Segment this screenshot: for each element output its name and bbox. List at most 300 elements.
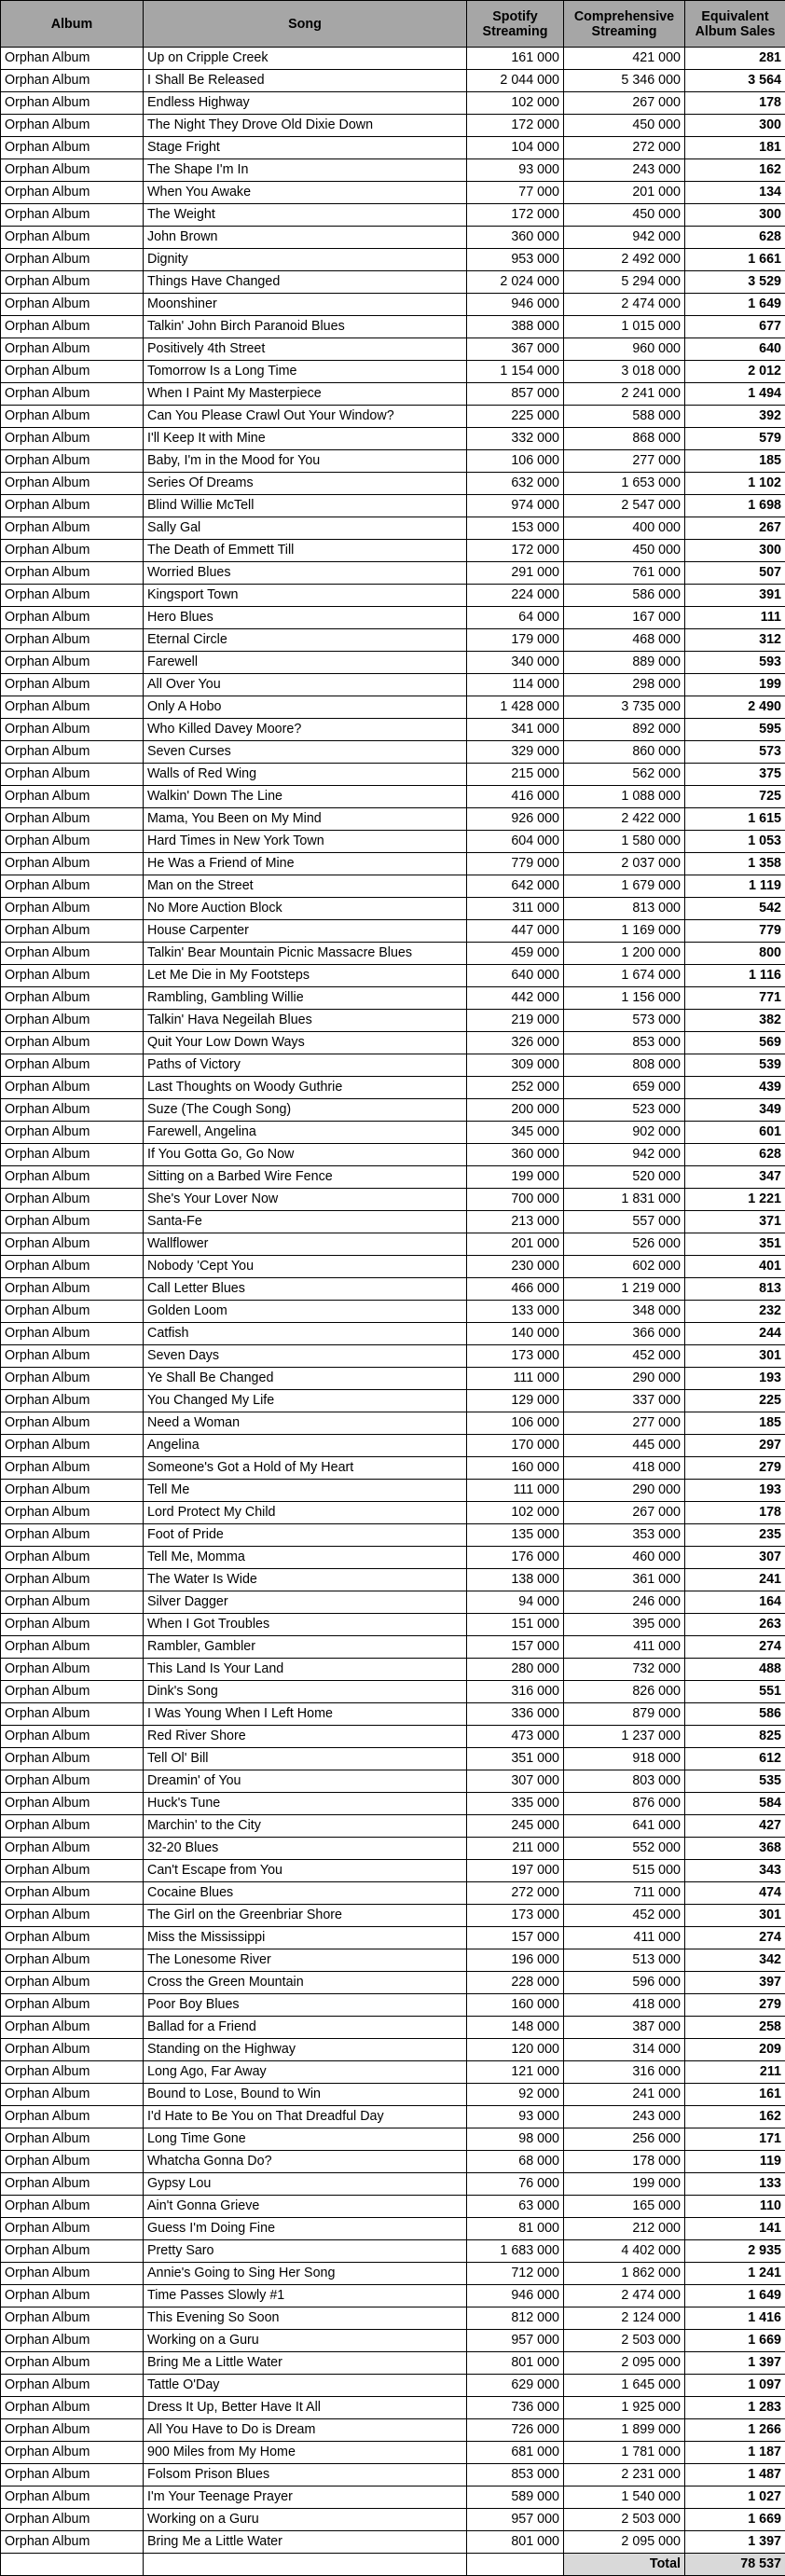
album-cell: Orphan Album [1, 1390, 144, 1412]
comprehensive-streaming-cell: 272 000 [564, 137, 685, 159]
song-cell: Up on Cripple Creek [144, 48, 467, 70]
equivalent-album-sales-cell: 312 [685, 629, 785, 652]
album-cell: Orphan Album [1, 1412, 144, 1435]
song-cell: All Over You [144, 674, 467, 696]
equivalent-album-sales-cell: 1 669 [685, 2509, 785, 2531]
spotify-streaming-cell: 76 000 [467, 2173, 564, 2196]
song-cell: Long Time Gone [144, 2128, 467, 2151]
table-row [1, 2397, 785, 2419]
song-cell: Need a Woman [144, 1412, 467, 1435]
table-row [1, 271, 785, 294]
table-row [1, 2307, 785, 2330]
spotify-streaming-cell: 160 000 [467, 1994, 564, 2017]
equivalent-album-sales-cell: 193 [685, 1368, 785, 1390]
album-cell: Orphan Album [1, 2263, 144, 2285]
spotify-streaming-cell: 416 000 [467, 786, 564, 808]
song-cell: You Changed My Life [144, 1390, 467, 1412]
equivalent-album-sales-cell: 1 649 [685, 294, 785, 316]
song-cell: Bring Me a Little Water [144, 2531, 467, 2554]
album-cell: Orphan Album [1, 943, 144, 965]
comprehensive-streaming-cell: 902 000 [564, 1122, 685, 1144]
table-row [1, 361, 785, 383]
equivalent-album-sales-cell: 349 [685, 1099, 785, 1122]
album-cell: Orphan Album [1, 1278, 144, 1301]
album-cell: Orphan Album [1, 383, 144, 406]
table-row [1, 2486, 785, 2509]
equivalent-album-sales-cell: 300 [685, 115, 785, 137]
song-cell: Can You Please Crawl Out Your Window? [144, 406, 467, 428]
album-cell: Orphan Album [1, 1032, 144, 1054]
song-cell: Tell Ol' Bill [144, 1748, 467, 1770]
song-cell: Series Of Dreams [144, 473, 467, 495]
spotify-streaming-cell: 199 000 [467, 1166, 564, 1189]
album-cell: Orphan Album [1, 1099, 144, 1122]
spotify-streaming-cell: 604 000 [467, 831, 564, 853]
song-cell: House Carpenter [144, 920, 467, 943]
spotify-streaming-cell: 336 000 [467, 1703, 564, 1726]
spotify-streaming-cell: 801 000 [467, 2352, 564, 2375]
song-cell: Santa-Fe [144, 1211, 467, 1233]
spotify-streaming-cell: 111 000 [467, 1480, 564, 1502]
song-cell: Suze (The Cough Song) [144, 1099, 467, 1122]
table-row [1, 1793, 785, 1815]
song-cell: Last Thoughts on Woody Guthrie [144, 1077, 467, 1099]
equivalent-album-sales-cell: 161 [685, 2084, 785, 2106]
equivalent-album-sales-cell: 199 [685, 674, 785, 696]
comprehensive-streaming-cell: 5 346 000 [564, 70, 685, 92]
spotify-streaming-cell: 157 000 [467, 1927, 564, 1949]
comprehensive-streaming-cell: 353 000 [564, 1524, 685, 1547]
song-cell: Dink's Song [144, 1681, 467, 1703]
spotify-streaming-cell: 63 000 [467, 2196, 564, 2218]
table-row [1, 562, 785, 585]
spotify-streaming-cell: 326 000 [467, 1032, 564, 1054]
table-row [1, 1099, 785, 1122]
song-cell: Tell Me, Momma [144, 1547, 467, 1569]
table-row [1, 1457, 785, 1480]
comprehensive-streaming-cell: 918 000 [564, 1748, 685, 1770]
song-cell: Bound to Lose, Bound to Win [144, 2084, 467, 2106]
album-cell: Orphan Album [1, 1949, 144, 1972]
album-cell: Orphan Album [1, 1301, 144, 1323]
spotify-streaming-cell: 94 000 [467, 1591, 564, 1614]
table-row [1, 1882, 785, 1905]
comprehensive-streaming-cell: 1 925 000 [564, 2397, 685, 2419]
equivalent-album-sales-cell: 274 [685, 1636, 785, 1659]
total-blank-album [1, 2554, 144, 2576]
song-cell: Kingsport Town [144, 585, 467, 607]
comprehensive-streaming-cell: 201 000 [564, 182, 685, 204]
table-row [1, 159, 785, 182]
comprehensive-streaming-cell: 523 000 [564, 1099, 685, 1122]
table-row [1, 2039, 785, 2061]
album-cell: Orphan Album [1, 2106, 144, 2128]
comprehensive-streaming-cell: 889 000 [564, 652, 685, 674]
song-cell: The Weight [144, 204, 467, 227]
comprehensive-streaming-cell: 1 200 000 [564, 943, 685, 965]
spotify-streaming-cell: 700 000 [467, 1189, 564, 1211]
comprehensive-streaming-cell: 942 000 [564, 1144, 685, 1166]
comprehensive-streaming-cell: 868 000 [564, 428, 685, 450]
table-row [1, 943, 785, 965]
table-row [1, 2464, 785, 2486]
table-row [1, 1681, 785, 1703]
table-row [1, 1972, 785, 1994]
song-cell: The Lonesome River [144, 1949, 467, 1972]
total-value: 78 537 [685, 2554, 785, 2576]
equivalent-album-sales-cell: 1 283 [685, 2397, 785, 2419]
song-cell: I Shall Be Released [144, 70, 467, 92]
equivalent-album-sales-cell: 813 [685, 1278, 785, 1301]
album-cell: Orphan Album [1, 2285, 144, 2307]
table-row [1, 1614, 785, 1636]
table-row [1, 1547, 785, 1569]
table-row [1, 338, 785, 361]
song-cell: Farewell [144, 652, 467, 674]
song-cell: The Water Is Wide [144, 1569, 467, 1591]
equivalent-album-sales-cell: 225 [685, 1390, 785, 1412]
table-row [1, 719, 785, 741]
album-cell: Orphan Album [1, 1457, 144, 1480]
spotify-streaming-cell: 161 000 [467, 48, 564, 70]
spotify-streaming-cell: 1 428 000 [467, 696, 564, 719]
album-cell: Orphan Album [1, 294, 144, 316]
album-cell: Orphan Album [1, 182, 144, 204]
spotify-streaming-cell: 801 000 [467, 2531, 564, 2554]
table-row [1, 2151, 785, 2173]
equivalent-album-sales-cell: 628 [685, 1144, 785, 1166]
equivalent-album-sales-cell: 185 [685, 1412, 785, 1435]
comprehensive-streaming-cell: 366 000 [564, 1323, 685, 1345]
spotify-streaming-cell: 160 000 [467, 1457, 564, 1480]
song-cell: Quit Your Low Down Ways [144, 1032, 467, 1054]
spotify-streaming-cell: 946 000 [467, 294, 564, 316]
spotify-streaming-cell: 153 000 [467, 517, 564, 540]
spotify-streaming-cell: 360 000 [467, 1144, 564, 1166]
comprehensive-streaming-cell: 361 000 [564, 1569, 685, 1591]
equivalent-album-sales-cell: 235 [685, 1524, 785, 1547]
song-cell: Seven Curses [144, 741, 467, 764]
equivalent-album-sales-cell: 119 [685, 2151, 785, 2173]
comprehensive-streaming-cell: 813 000 [564, 898, 685, 920]
table-row [1, 473, 785, 495]
album-cell: Orphan Album [1, 2352, 144, 2375]
song-cell: Who Killed Davey Moore? [144, 719, 467, 741]
song-cell: Golden Loom [144, 1301, 467, 1323]
album-cell: Orphan Album [1, 920, 144, 943]
header-row [1, 1, 785, 48]
equivalent-album-sales-cell: 279 [685, 1457, 785, 1480]
table-row [1, 1636, 785, 1659]
album-cell: Orphan Album [1, 875, 144, 898]
song-cell: Call Letter Blues [144, 1278, 467, 1301]
table-row [1, 2330, 785, 2352]
total-blank-song [144, 2554, 467, 2576]
comprehensive-streaming-cell: 1 237 000 [564, 1726, 685, 1748]
spotify-streaming-cell: 219 000 [467, 1010, 564, 1032]
equivalent-album-sales-cell: 141 [685, 2218, 785, 2240]
song-cell: Farewell, Angelina [144, 1122, 467, 1144]
song-cell: She's Your Lover Now [144, 1189, 467, 1211]
album-cell: Orphan Album [1, 1480, 144, 1502]
table-row [1, 227, 785, 249]
album-cell: Orphan Album [1, 831, 144, 853]
spotify-streaming-cell: 779 000 [467, 853, 564, 875]
table-row [1, 517, 785, 540]
album-cell: Orphan Album [1, 70, 144, 92]
album-cell: Orphan Album [1, 92, 144, 115]
equivalent-album-sales-cell: 397 [685, 1972, 785, 1994]
equivalent-album-sales-cell: 551 [685, 1681, 785, 1703]
table-row [1, 1726, 785, 1748]
album-cell: Orphan Album [1, 674, 144, 696]
comprehensive-streaming-cell: 659 000 [564, 1077, 685, 1099]
spotify-streaming-cell: 230 000 [467, 1256, 564, 1278]
equivalent-album-sales-cell: 110 [685, 2196, 785, 2218]
spotify-streaming-cell: 104 000 [467, 137, 564, 159]
comprehensive-streaming-cell: 241 000 [564, 2084, 685, 2106]
spotify-streaming-cell: 307 000 [467, 1770, 564, 1793]
song-cell: Stage Fright [144, 137, 467, 159]
song-cell: Guess I'm Doing Fine [144, 2218, 467, 2240]
spotify-streaming-cell: 642 000 [467, 875, 564, 898]
table-row [1, 406, 785, 428]
spotify-streaming-cell: 114 000 [467, 674, 564, 696]
comprehensive-streaming-cell: 167 000 [564, 607, 685, 629]
song-cell: No More Auction Block [144, 898, 467, 920]
equivalent-album-sales-cell: 1 698 [685, 495, 785, 517]
table-row [1, 2196, 785, 2218]
comprehensive-streaming-cell: 450 000 [564, 540, 685, 562]
equivalent-album-sales-cell: 375 [685, 764, 785, 786]
album-cell: Orphan Album [1, 249, 144, 271]
album-cell: Orphan Album [1, 406, 144, 428]
song-cell: Cross the Green Mountain [144, 1972, 467, 1994]
spotify-streaming-cell: 291 000 [467, 562, 564, 585]
song-cell: Hero Blues [144, 607, 467, 629]
table-row [1, 786, 785, 808]
table-row [1, 875, 785, 898]
song-cell: Man on the Street [144, 875, 467, 898]
comprehensive-streaming-cell: 452 000 [564, 1905, 685, 1927]
song-cell: I'm Your Teenage Prayer [144, 2486, 467, 2509]
song-cell: Lord Protect My Child [144, 1502, 467, 1524]
equivalent-album-sales-cell: 300 [685, 540, 785, 562]
spotify-streaming-cell: 157 000 [467, 1636, 564, 1659]
song-cell: Ballad for a Friend [144, 2017, 467, 2039]
comprehensive-streaming-cell: 596 000 [564, 1972, 685, 1994]
spotify-streaming-cell: 857 000 [467, 383, 564, 406]
table-row [1, 1591, 785, 1614]
spotify-streaming-cell: 736 000 [467, 2397, 564, 2419]
spotify-streaming-cell: 926 000 [467, 808, 564, 831]
song-cell: Miss the Mississippi [144, 1927, 467, 1949]
table-row [1, 1211, 785, 1233]
spotify-streaming-cell: 93 000 [467, 159, 564, 182]
equivalent-album-sales-cell: 2 012 [685, 361, 785, 383]
song-cell: Catfish [144, 1323, 467, 1345]
song-cell: The Night They Drove Old Dixie Down [144, 115, 467, 137]
table-row [1, 2106, 785, 2128]
table-row [1, 898, 785, 920]
equivalent-album-sales-cell: 1 487 [685, 2464, 785, 2486]
spotify-streaming-cell: 1 154 000 [467, 361, 564, 383]
comprehensive-streaming-cell: 876 000 [564, 1793, 685, 1815]
album-cell: Orphan Album [1, 227, 144, 249]
song-cell: Rambler, Gambler [144, 1636, 467, 1659]
album-cell: Orphan Album [1, 517, 144, 540]
equivalent-album-sales-cell: 307 [685, 1547, 785, 1569]
spotify-streaming-cell: 473 000 [467, 1726, 564, 1748]
table-row [1, 428, 785, 450]
equivalent-album-sales-cell: 1 669 [685, 2330, 785, 2352]
table-row [1, 1860, 785, 1882]
comprehensive-streaming-cell: 277 000 [564, 450, 685, 473]
comprehensive-streaming-cell: 411 000 [564, 1636, 685, 1659]
song-cell: Ain't Gonna Grieve [144, 2196, 467, 2218]
comprehensive-streaming-cell: 732 000 [564, 1659, 685, 1681]
album-cell: Orphan Album [1, 271, 144, 294]
spotify-streaming-cell: 106 000 [467, 450, 564, 473]
table-row [1, 1838, 785, 1860]
song-cell: When I Paint My Masterpiece [144, 383, 467, 406]
table-row [1, 987, 785, 1010]
equivalent-album-sales-cell: 1 266 [685, 2419, 785, 2442]
spotify-streaming-cell: 102 000 [467, 1502, 564, 1524]
spotify-streaming-cell: 447 000 [467, 920, 564, 943]
album-cell: Orphan Album [1, 115, 144, 137]
equivalent-album-sales-cell: 281 [685, 48, 785, 70]
table-row [1, 1278, 785, 1301]
album-cell: Orphan Album [1, 48, 144, 70]
spotify-streaming-cell: 2 044 000 [467, 70, 564, 92]
comprehensive-streaming-cell: 387 000 [564, 2017, 685, 2039]
equivalent-album-sales-cell: 584 [685, 1793, 785, 1815]
album-cell: Orphan Album [1, 1659, 144, 1681]
song-cell: Tell Me [144, 1480, 467, 1502]
album-cell: Orphan Album [1, 1547, 144, 1569]
comprehensive-streaming-cell: 552 000 [564, 1838, 685, 1860]
table-row [1, 585, 785, 607]
spotify-streaming-cell: 172 000 [467, 115, 564, 137]
spotify-streaming-cell: 712 000 [467, 2263, 564, 2285]
song-cell: Endless Highway [144, 92, 467, 115]
equivalent-album-sales-cell: 1 116 [685, 965, 785, 987]
equivalent-album-sales-cell: 178 [685, 92, 785, 115]
album-cell: Orphan Album [1, 652, 144, 674]
comprehensive-streaming-cell: 199 000 [564, 2173, 685, 2196]
table-row [1, 1368, 785, 1390]
spotify-streaming-cell: 332 000 [467, 428, 564, 450]
equivalent-album-sales-cell: 488 [685, 1659, 785, 1681]
comprehensive-streaming-cell: 243 000 [564, 159, 685, 182]
table-row [1, 1301, 785, 1323]
spotify-streaming-cell: 629 000 [467, 2375, 564, 2397]
spotify-streaming-cell: 211 000 [467, 1838, 564, 1860]
comprehensive-streaming-cell: 2 474 000 [564, 294, 685, 316]
song-cell: The Shape I'm In [144, 159, 467, 182]
album-cell: Orphan Album [1, 2084, 144, 2106]
equivalent-album-sales-cell: 162 [685, 159, 785, 182]
comprehensive-streaming-cell: 853 000 [564, 1032, 685, 1054]
comprehensive-streaming-cell: 450 000 [564, 204, 685, 227]
comprehensive-streaming-cell: 803 000 [564, 1770, 685, 1793]
song-cell: Let Me Die in My Footsteps [144, 965, 467, 987]
header-song: Song [144, 1, 467, 48]
song-cell: When You Awake [144, 182, 467, 204]
comprehensive-streaming-cell: 557 000 [564, 1211, 685, 1233]
table-row [1, 1480, 785, 1502]
equivalent-album-sales-cell: 297 [685, 1435, 785, 1457]
album-cell: Orphan Album [1, 1703, 144, 1726]
comprehensive-streaming-cell: 826 000 [564, 1681, 685, 1703]
album-cell: Orphan Album [1, 965, 144, 987]
song-cell: Annie's Going to Sing Her Song [144, 2263, 467, 2285]
song-cell: Paths of Victory [144, 1054, 467, 1077]
spotify-streaming-cell: 2 024 000 [467, 271, 564, 294]
album-cell: Orphan Album [1, 2397, 144, 2419]
table-row [1, 1323, 785, 1345]
album-cell: Orphan Album [1, 719, 144, 741]
song-cell: Marchin' to the City [144, 1815, 467, 1838]
equivalent-album-sales-cell: 181 [685, 137, 785, 159]
spotify-streaming-cell: 957 000 [467, 2330, 564, 2352]
comprehensive-streaming-cell: 243 000 [564, 2106, 685, 2128]
spotify-streaming-cell: 228 000 [467, 1972, 564, 1994]
table-row [1, 1748, 785, 1770]
comprehensive-streaming-cell: 337 000 [564, 1390, 685, 1412]
table-row [1, 1010, 785, 1032]
song-cell: Seven Days [144, 1345, 467, 1368]
comprehensive-streaming-cell: 588 000 [564, 406, 685, 428]
spotify-streaming-cell: 179 000 [467, 629, 564, 652]
equivalent-album-sales-cell: 392 [685, 406, 785, 428]
song-cell: This Land Is Your Land [144, 1659, 467, 1681]
total-label: Total [564, 2554, 685, 2576]
comprehensive-streaming-cell: 1 156 000 [564, 987, 685, 1010]
album-cell: Orphan Album [1, 1748, 144, 1770]
spotify-streaming-cell: 309 000 [467, 1054, 564, 1077]
equivalent-album-sales-cell: 301 [685, 1905, 785, 1927]
song-cell: Baby, I'm in the Mood for You [144, 450, 467, 473]
table-row [1, 965, 785, 987]
song-cell: Silver Dagger [144, 1591, 467, 1614]
album-cell: Orphan Album [1, 1323, 144, 1345]
equivalent-album-sales-cell: 391 [685, 585, 785, 607]
album-cell: Orphan Album [1, 1636, 144, 1659]
spotify-streaming-cell: 853 000 [467, 2464, 564, 2486]
spotify-streaming-cell: 589 000 [467, 2486, 564, 2509]
table-row [1, 696, 785, 719]
table-row [1, 2419, 785, 2442]
equivalent-album-sales-cell: 232 [685, 1301, 785, 1323]
song-cell: Tattle O'Day [144, 2375, 467, 2397]
album-cell: Orphan Album [1, 338, 144, 361]
spotify-streaming-cell: 173 000 [467, 1905, 564, 1927]
album-cell: Orphan Album [1, 2442, 144, 2464]
equivalent-album-sales-cell: 1 397 [685, 2531, 785, 2554]
table-row [1, 674, 785, 696]
equivalent-album-sales-cell: 263 [685, 1614, 785, 1636]
comprehensive-streaming-cell: 641 000 [564, 1815, 685, 1838]
spotify-streaming-cell: 148 000 [467, 2017, 564, 2039]
spotify-streaming-cell: 632 000 [467, 473, 564, 495]
equivalent-album-sales-cell: 134 [685, 182, 785, 204]
comprehensive-streaming-cell: 277 000 [564, 1412, 685, 1435]
table-row [1, 2240, 785, 2263]
song-cell: Gypsy Lou [144, 2173, 467, 2196]
equivalent-album-sales-cell: 579 [685, 428, 785, 450]
